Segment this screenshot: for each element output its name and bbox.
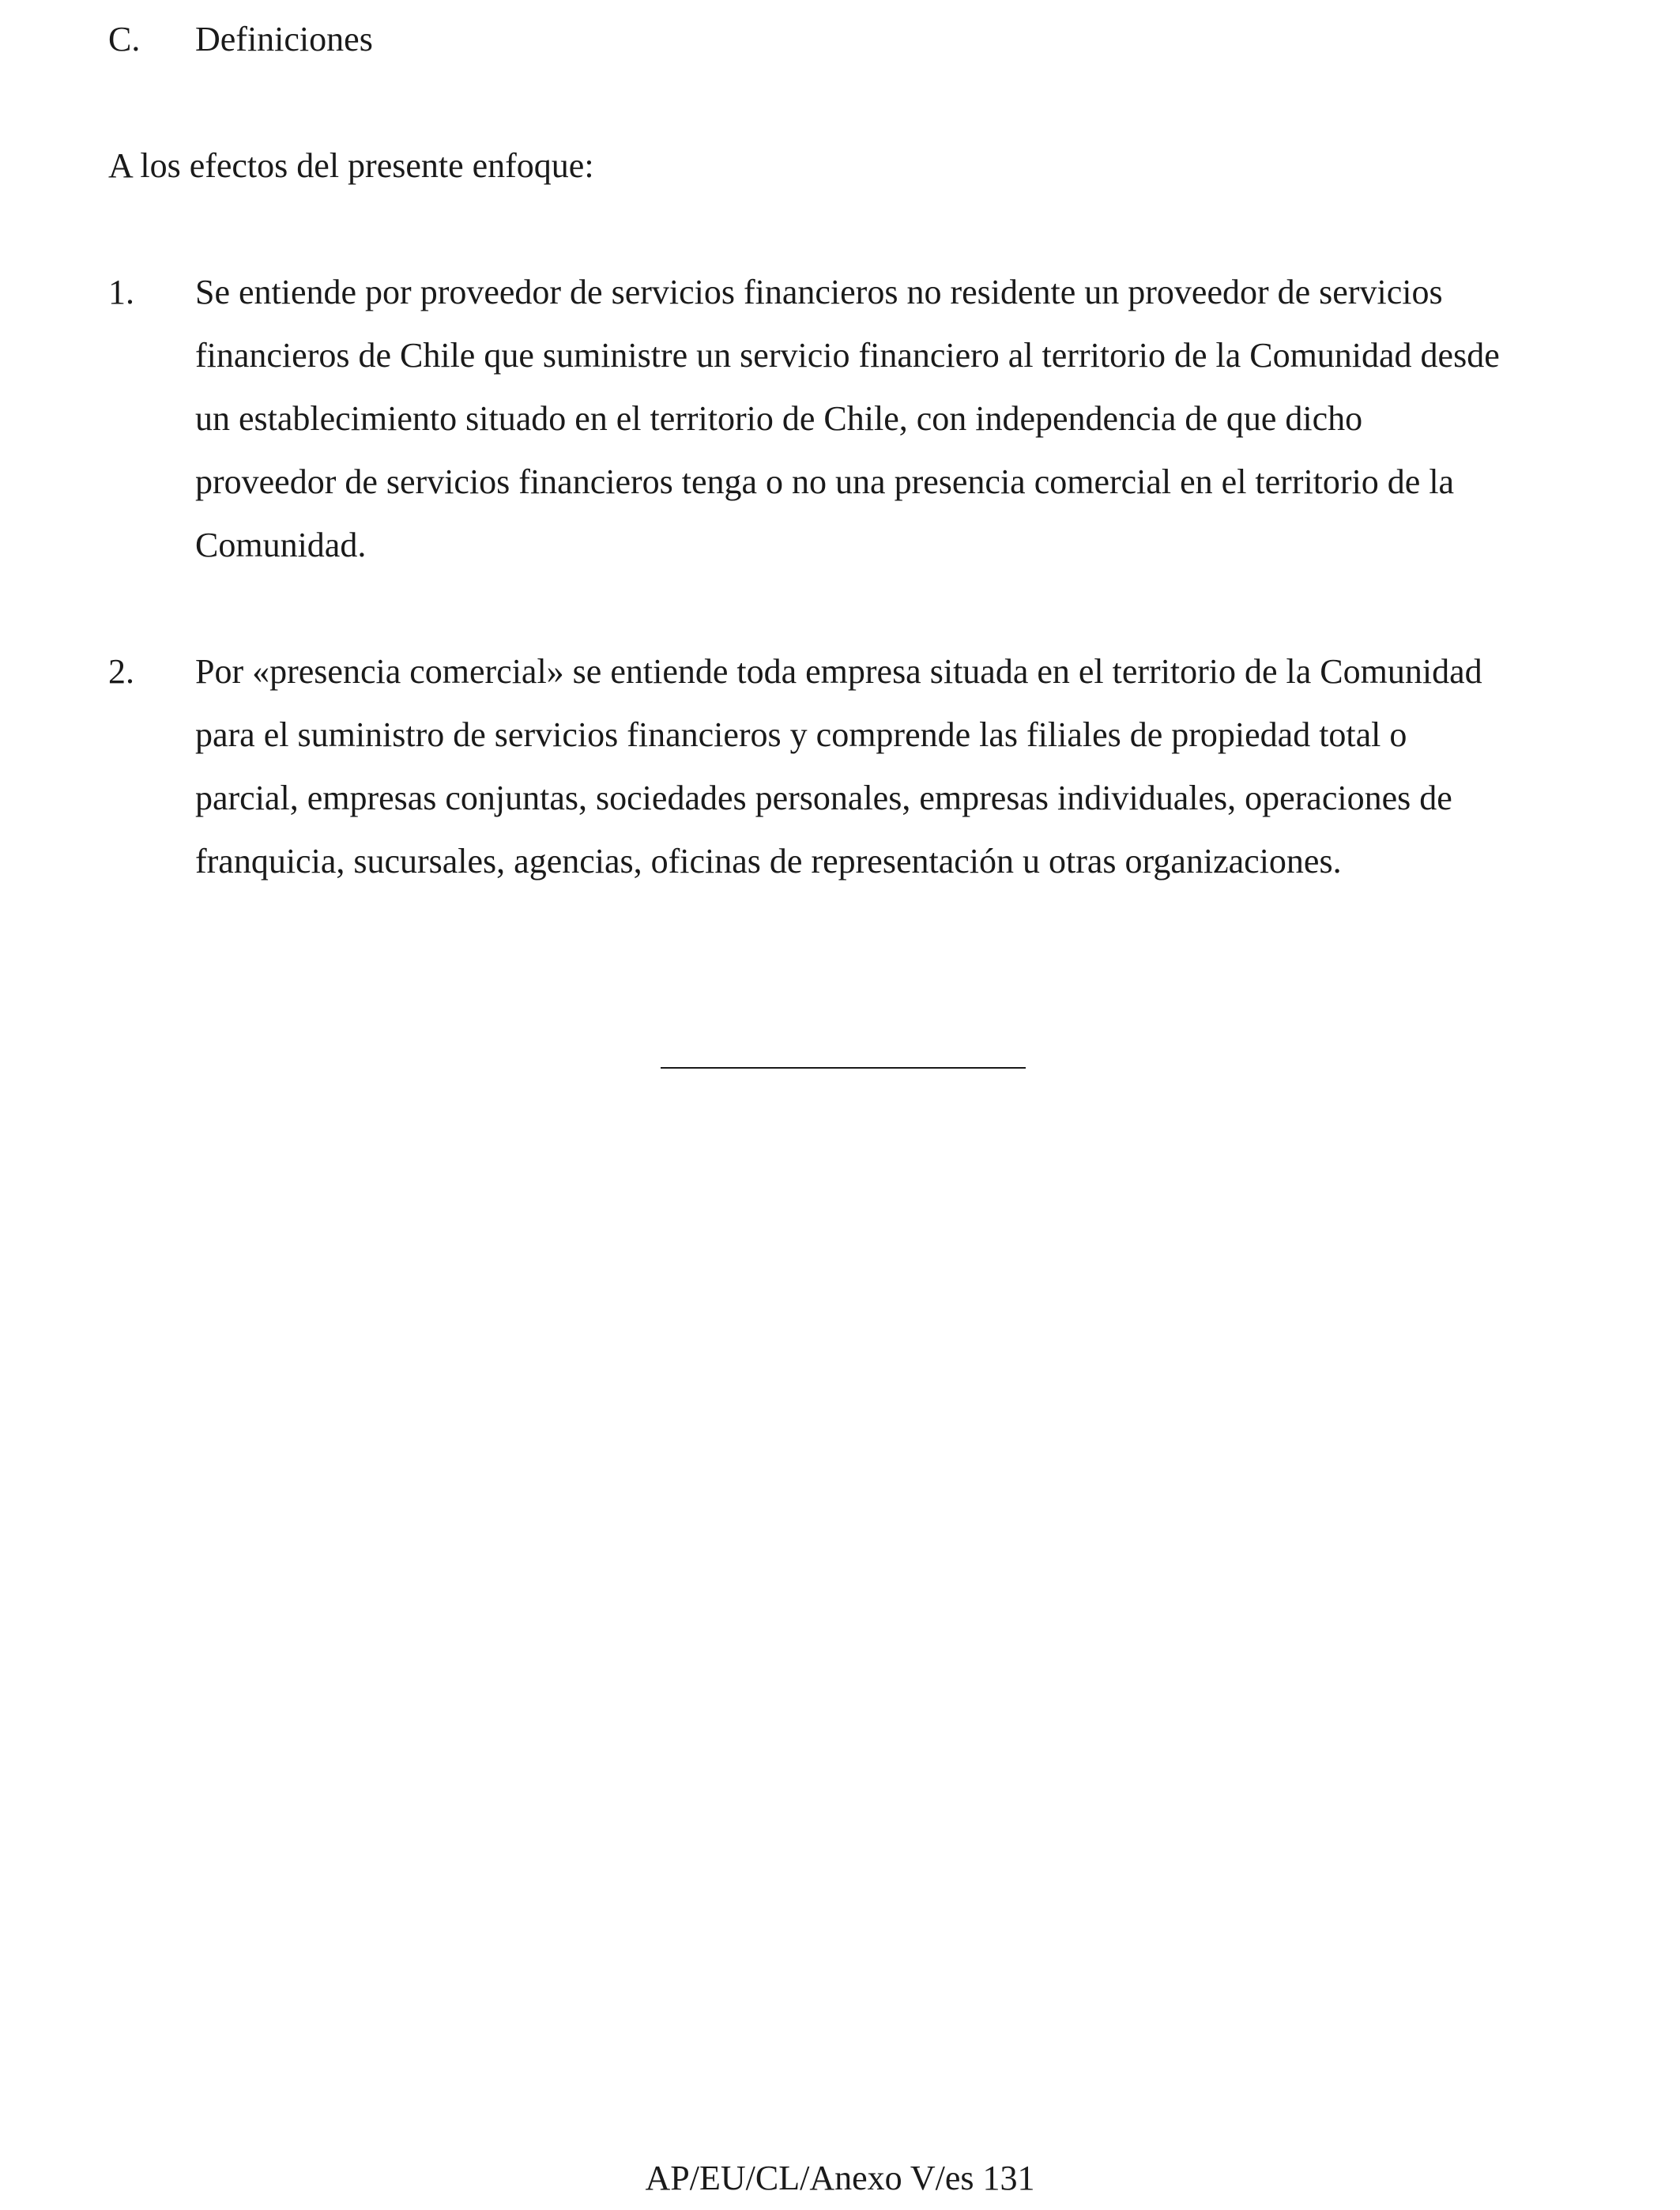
- item-line: para el suministro de servicios financieros y comprende las filiales de propiedad total o: [195, 715, 1407, 754]
- intro-paragraph: A los efectos del presente enfoque:: [108, 146, 594, 185]
- page-footer: AP/EU/CL/Anexo V/es 131: [645, 2159, 1035, 2197]
- item-number: 2.: [108, 652, 134, 691]
- item-line: financieros de Chile que suministre un servicio financiero al territorio de la Comunidad desde: [195, 336, 1500, 375]
- item-line: Se entiende por proveedor de servicios financieros no residente un proveedor de servicios: [195, 273, 1443, 311]
- section-title: Definiciones: [195, 20, 373, 58]
- item-number: 1.: [108, 273, 134, 311]
- end-separator-line: [661, 1067, 1026, 1069]
- item-line: Por «presencia comercial» se entiende toda empresa situada en el territorio de la Comunidad: [195, 652, 1482, 691]
- item-line: parcial, empresas conjuntas, sociedades personales, empresas individuales, operaciones de: [195, 779, 1452, 817]
- item-line: proveedor de servicios financieros tenga o no una presencia comercial en el territorio de la: [195, 462, 1455, 501]
- item-line: franquicia, sucursales, agencias, oficinas de representación u otras organizaciones.: [195, 842, 1342, 881]
- item-line: un establecimiento situado en el territorio de Chile, con independencia de que dicho: [195, 399, 1363, 438]
- item-line: Comunidad.: [195, 526, 367, 564]
- section-number: C.: [108, 20, 141, 58]
- item-text: [195, 261, 1586, 577]
- item-text: [195, 640, 1586, 893]
